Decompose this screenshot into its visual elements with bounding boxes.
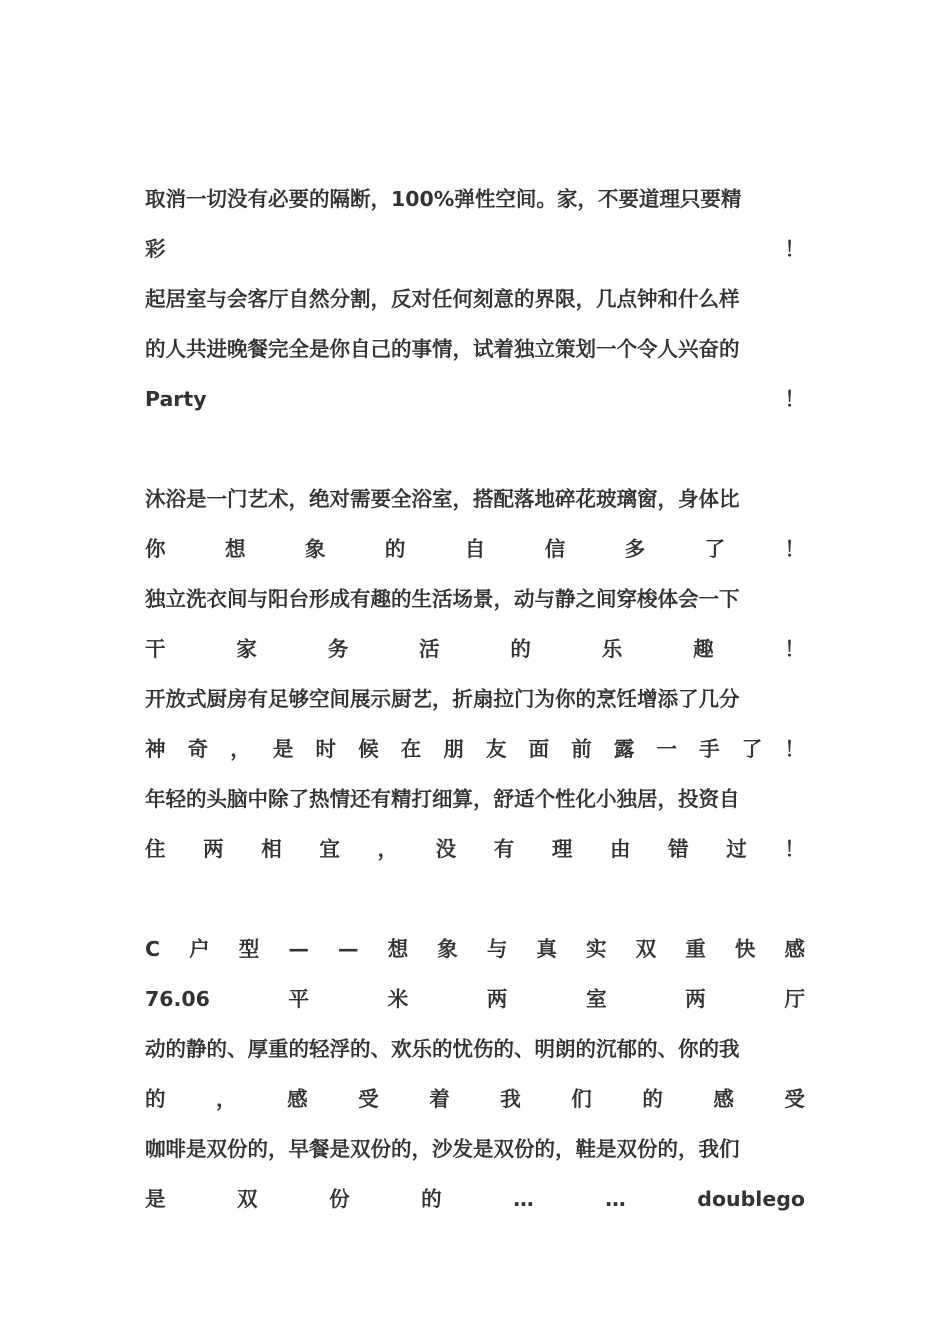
text-token: 的 <box>642 1087 663 1111</box>
text-token: 过 <box>726 837 747 861</box>
text-token: 神 <box>145 737 166 761</box>
text-line: 起居室与会客厅自然分割，反对任何刻意的界限，几点钟和什么样 <box>145 287 740 311</box>
text-token: ， <box>230 737 251 761</box>
text-token: ！ <box>784 837 805 861</box>
text-token: 两 <box>486 987 508 1011</box>
text-token: 是 <box>145 1187 166 1211</box>
text-token: doublego <box>697 1187 805 1211</box>
text-token: 象 <box>437 937 458 961</box>
text-token: 想 <box>387 937 409 961</box>
text-line-justified <box>145 374 805 424</box>
text-token: 重 <box>685 937 706 961</box>
text-token: 双 <box>635 937 657 961</box>
text-token: ！ <box>784 737 805 761</box>
text-token: 厅 <box>784 987 805 1011</box>
text-token: 感 <box>287 1087 308 1111</box>
text-token: 们 <box>571 1087 592 1111</box>
text-token: … <box>513 1187 534 1211</box>
text-token: 户 <box>189 937 210 961</box>
text-token: 了 <box>741 737 763 761</box>
text-token: 份 <box>329 1187 350 1211</box>
text-token: 的 <box>384 537 406 561</box>
text-token: 受 <box>358 1087 379 1111</box>
text-token: 友 <box>486 737 507 761</box>
text-token: 趣 <box>693 637 714 661</box>
text-token: 的 <box>510 637 531 661</box>
text-token: 乐 <box>601 637 623 661</box>
text-token: 双 <box>237 1187 258 1211</box>
text-token: 错 <box>668 837 689 861</box>
text-token: 是 <box>272 737 294 761</box>
text-line-justified <box>145 724 805 774</box>
text-token: ！ <box>784 637 805 661</box>
text-token: 我 <box>500 1087 521 1111</box>
text-line-justified <box>145 224 805 274</box>
text-line: 的人共进晚餐完全是你自己的事情，试着独立策划一个令人兴奋的 <box>145 337 740 361</box>
text-token: 室 <box>586 987 607 1011</box>
text-token: 与 <box>486 937 508 961</box>
text-token: 快 <box>734 937 756 961</box>
text-token: 平 <box>288 987 310 1011</box>
text-token: 你 <box>145 537 166 561</box>
text-token: Party <box>145 387 207 411</box>
text-line: 年轻的头脑中除了热情还有精打细算，舒适个性化小独居，投资自 <box>145 787 740 811</box>
text-token: C <box>145 937 161 961</box>
text-token: 在 <box>400 737 422 761</box>
text-token: 着 <box>429 1087 450 1111</box>
text-token: 两 <box>685 987 706 1011</box>
text-line-justified <box>145 924 805 974</box>
text-line-justified <box>145 824 805 874</box>
text-token: 两 <box>203 837 224 861</box>
text-token: 活 <box>419 637 440 661</box>
text-token: 面 <box>528 737 550 761</box>
text-line: 咖啡是双份的，早餐是双份的，沙发是双份的，鞋是双份的，我们 <box>145 1137 740 1161</box>
text-token: 一 <box>656 737 677 761</box>
text-token: ！ <box>784 237 805 261</box>
text-token: 有 <box>493 837 515 861</box>
text-line: 独立洗衣间与阳台形成有趣的生活场景，动与静之间穿梭体会一下 <box>145 587 740 611</box>
text-token: 象 <box>304 537 326 561</box>
text-line-justified <box>145 524 805 574</box>
text-token: 干 <box>145 637 166 661</box>
text-token: 时 <box>315 737 336 761</box>
text-token: 没 <box>435 837 457 861</box>
text-token: 由 <box>610 837 631 861</box>
text-token: 的 <box>145 1087 166 1111</box>
text-token: ， <box>377 837 398 861</box>
text-token: 了 <box>704 537 726 561</box>
text-token: 实 <box>586 937 607 961</box>
text-token: 相 <box>261 837 282 861</box>
text-line-justified <box>145 1074 805 1124</box>
text-token: 米 <box>387 987 409 1011</box>
text-token: ， <box>216 1087 237 1111</box>
text-token: 宜 <box>319 837 340 861</box>
text-token: 家 <box>236 637 257 661</box>
paragraph-spacer <box>145 874 805 924</box>
text-token: ！ <box>784 387 805 411</box>
text-token: 感 <box>784 937 805 961</box>
text-token: 理 <box>551 837 573 861</box>
text-line: 动的静的、厚重的轻浮的、欢乐的忧伤的、明朗的沉郁的、你的我 <box>145 1037 740 1061</box>
text-token: 想 <box>224 537 246 561</box>
text-token: 手 <box>699 737 720 761</box>
text-token: 前 <box>571 737 592 761</box>
text-token: 朋 <box>443 737 464 761</box>
text-token: 真 <box>536 937 557 961</box>
text-token: 务 <box>327 637 349 661</box>
text-token: 感 <box>713 1087 734 1111</box>
text-token: 76.06 <box>145 987 210 1011</box>
text-token: 奇 <box>187 737 209 761</box>
text-token: 的 <box>421 1187 442 1211</box>
text-line-justified <box>145 1174 805 1224</box>
text-token: 住 <box>145 837 166 861</box>
text-token: 型 <box>238 937 260 961</box>
document-body <box>145 174 805 1224</box>
text-token: … <box>605 1187 626 1211</box>
text-token: 彩 <box>145 237 166 261</box>
text-token: ！ <box>784 537 805 561</box>
text-token: 露 <box>613 737 635 761</box>
text-token: 自 <box>464 537 486 561</box>
text-line: 开放式厨房有足够空间展示厨艺，折扇拉门为你的烹饪增添了几分 <box>145 687 740 711</box>
text-token: — <box>337 937 359 961</box>
text-line: 取消一切没有必要的隔断，100%弹性空间。家，不要道理只要精 <box>145 187 742 211</box>
text-token: — <box>288 937 309 961</box>
text-token: 多 <box>624 537 646 561</box>
text-line-justified <box>145 624 805 674</box>
paragraph-spacer <box>145 424 805 474</box>
text-token: 信 <box>544 537 566 561</box>
text-line-justified <box>145 974 805 1024</box>
text-line: 沐浴是一门艺术，绝对需要全浴室，搭配落地碎花玻璃窗，身体比 <box>145 487 740 511</box>
text-token: 受 <box>784 1087 805 1111</box>
text-token: 候 <box>358 737 379 761</box>
